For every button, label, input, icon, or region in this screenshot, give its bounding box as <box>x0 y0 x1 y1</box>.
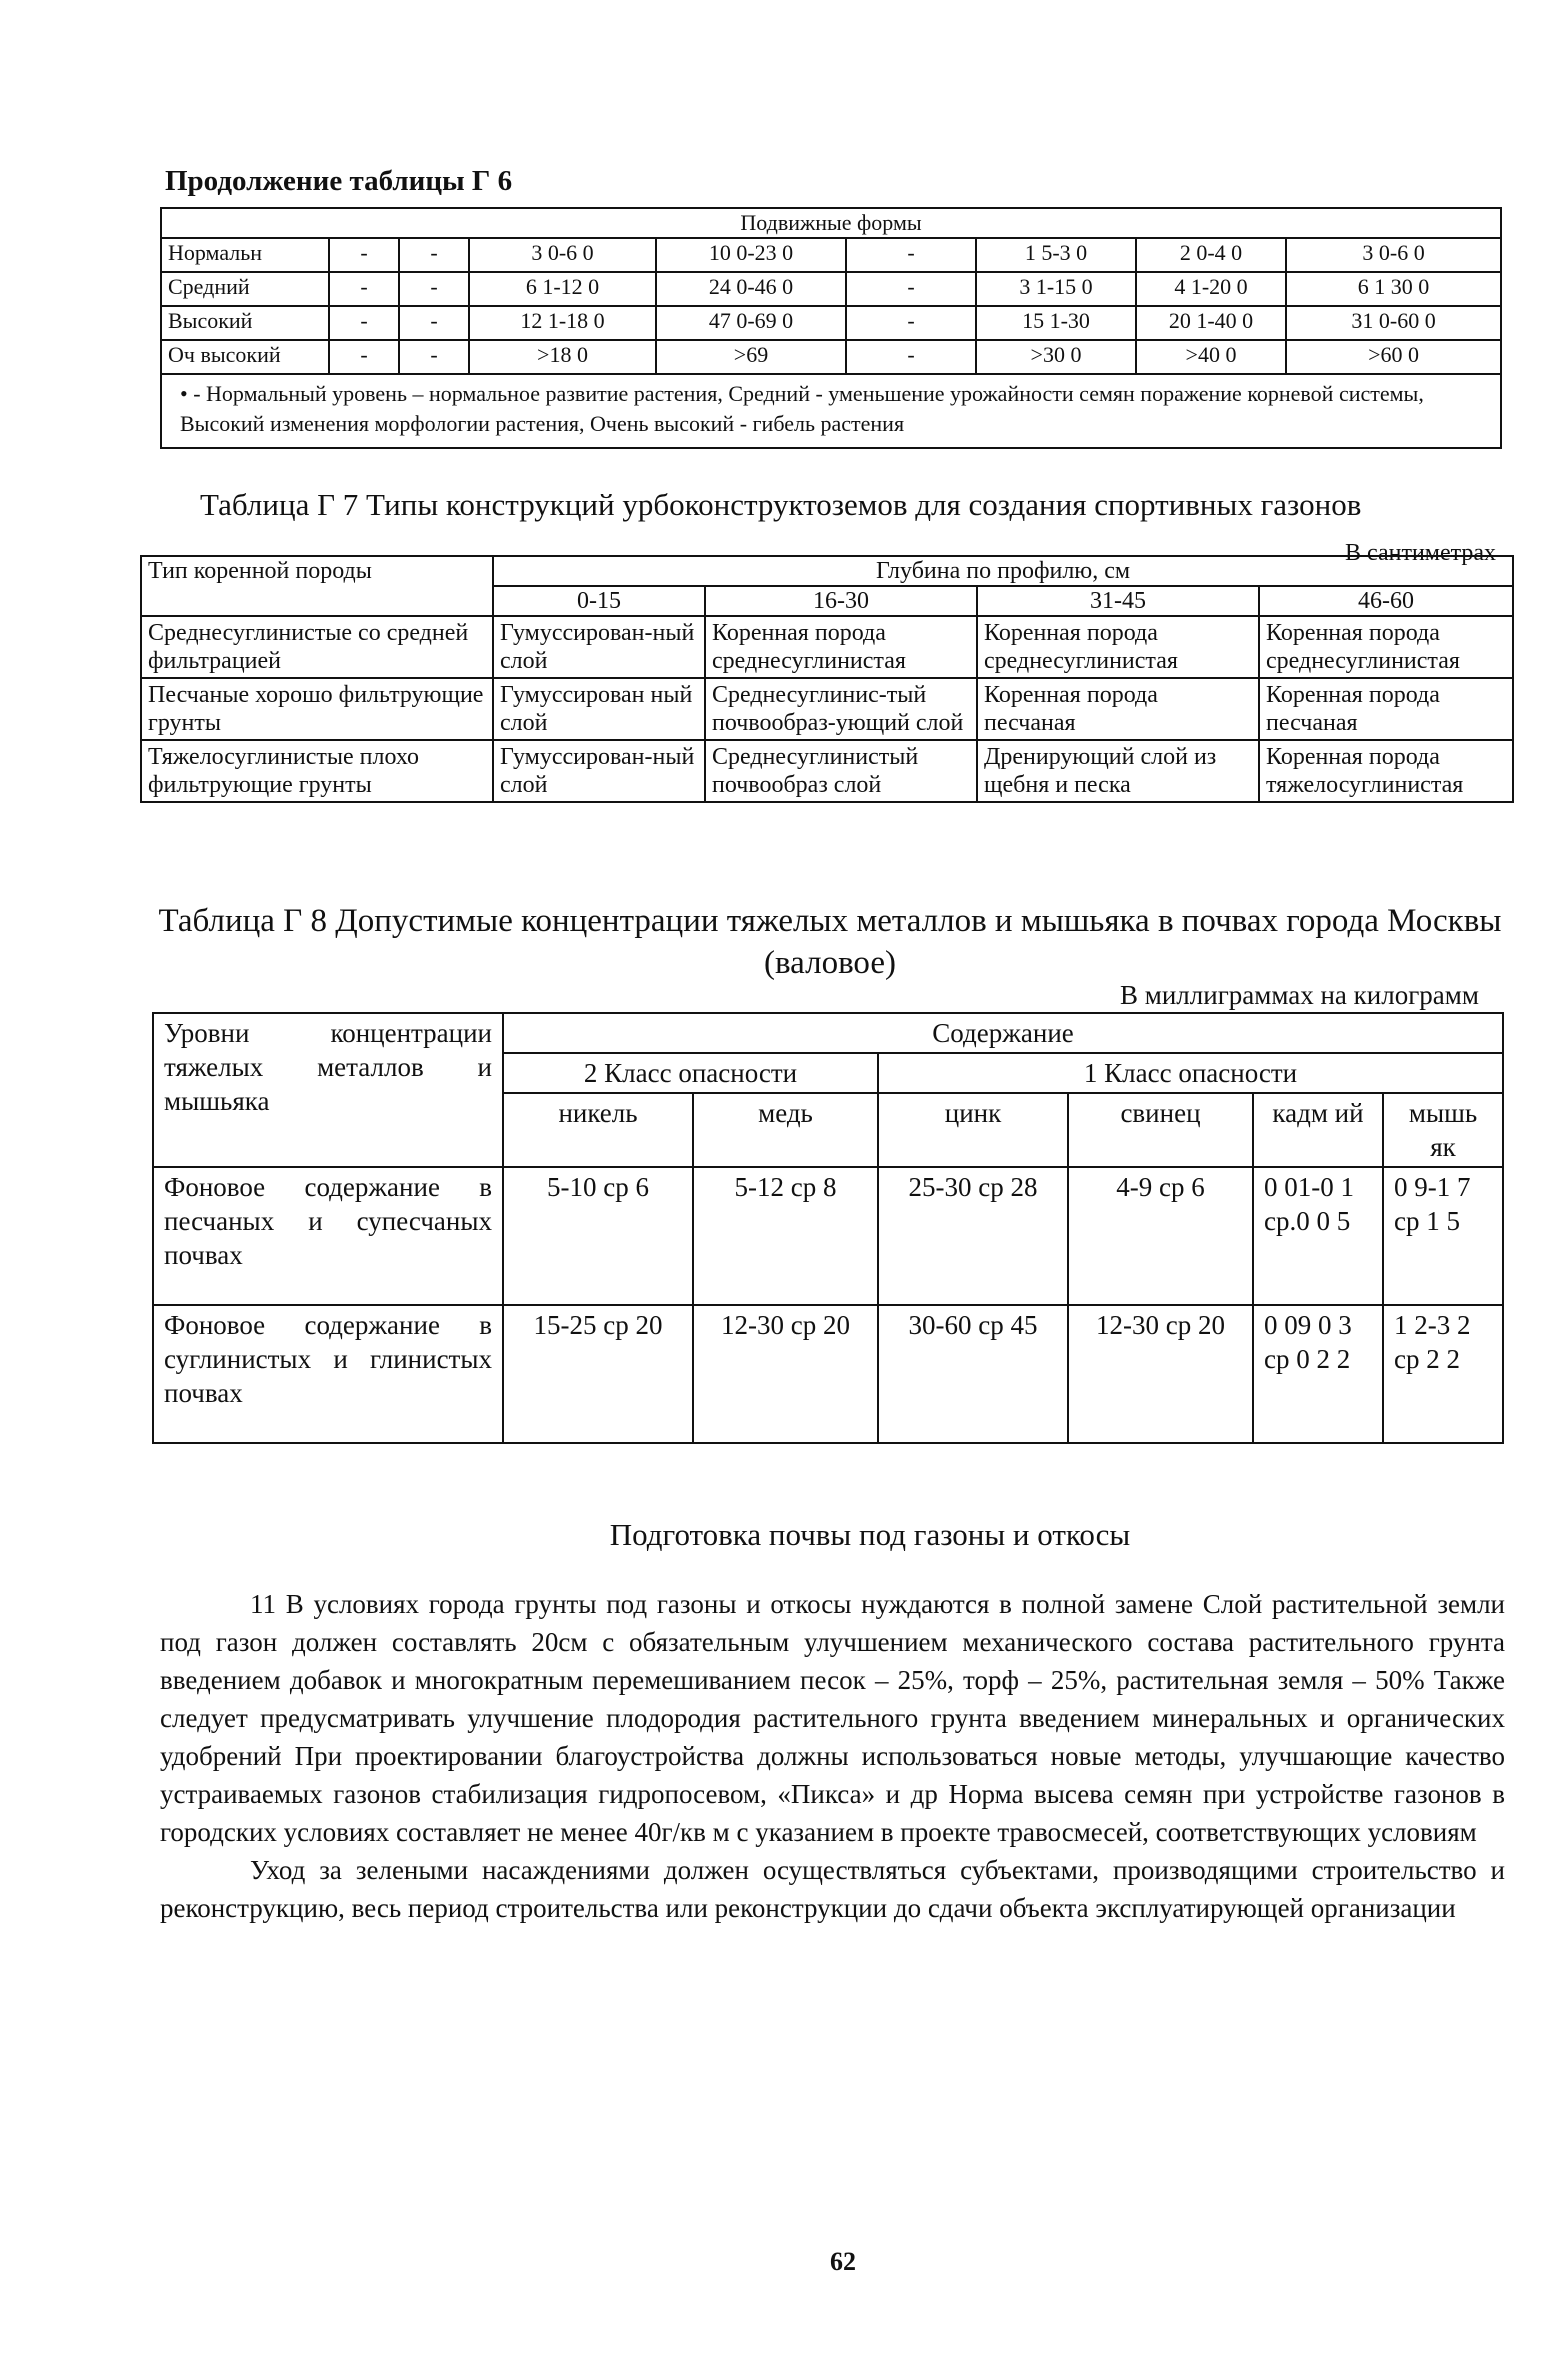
table-cell: 12-30 ср 20 <box>1068 1305 1253 1443</box>
table-row <box>153 1167 1503 1305</box>
table-cell: 12 1-18 0 <box>469 306 656 340</box>
table-cell: >60 0 <box>1286 340 1501 374</box>
page-number: 62 <box>830 2247 856 2276</box>
table-cell: 0 09 0 3 ср 0 2 2 <box>1253 1305 1383 1443</box>
table-cell: 1 2-3 2 ср 2 2 <box>1383 1305 1503 1443</box>
table-cell: - <box>399 238 469 272</box>
table-cell: 20 1-40 0 <box>1136 306 1286 340</box>
table-row <box>161 340 1501 374</box>
table-cell: - <box>329 306 399 340</box>
table-cell: - <box>329 272 399 306</box>
table-cell: Тяжелосуглинистые плохо фильтрующие грунты <box>141 740 493 802</box>
table-cell: >69 <box>656 340 846 374</box>
table-cell: Гумуссирован-ный слой <box>493 740 705 802</box>
table-cell: - <box>846 238 976 272</box>
table-cell: 6 1 30 0 <box>1286 272 1501 306</box>
table-cell: 30-60 ср 45 <box>878 1305 1068 1443</box>
table-cell: Коренная порода тяжелосуглинистая <box>1259 740 1513 802</box>
table-cell: 3 0-6 0 <box>1286 238 1501 272</box>
table8-element: никель <box>503 1093 693 1167</box>
table-cell: Коренная порода среднесуглинистая <box>1259 616 1513 678</box>
table8-title: Таблица Г 8 Допустимые концентрации тяжелых металлов и мышьяка в почвах города Москвы (валовое) <box>158 903 1502 981</box>
table-cell: Среднесуглинистый почвообраз слой <box>705 740 977 802</box>
table-row <box>141 740 1513 802</box>
table-cell: Среднесуглинистые со средней фильтрацией <box>141 616 493 678</box>
table-cell: Высокий <box>161 306 329 340</box>
table-cell: 24 0-46 0 <box>656 272 846 306</box>
table8 <box>152 1012 1504 1444</box>
table-cell: 4-9 ср 6 <box>1068 1167 1253 1305</box>
table8-class2: 2 Класс опасности <box>503 1053 878 1093</box>
table-cell: - <box>846 272 976 306</box>
table-cell: - <box>846 340 976 374</box>
table-cell: Среднесуглинис-тый почвообраз-ующий слой <box>705 678 977 740</box>
table-cell: Средний <box>161 272 329 306</box>
table-cell: - <box>399 272 469 306</box>
table-cell: Гумуссирован-ный слой <box>493 616 705 678</box>
table-cell: Фоновое содержание в песчаных и супесчаных почвах <box>153 1167 503 1305</box>
table-cell: 4 1-20 0 <box>1136 272 1286 306</box>
table8-unit: В миллиграммах на килограмм <box>1120 980 1479 1010</box>
table-cell: Песчаные хорошо фильтрующие грунты <box>141 678 493 740</box>
table-cell: - <box>399 306 469 340</box>
table-cell: 3 1-15 0 <box>976 272 1136 306</box>
table-cell: Гумуссирован ный слой <box>493 678 705 740</box>
table-cell: Дренирующий слой из щебня и песка <box>977 740 1259 802</box>
table7-depth-2: 31-45 <box>977 586 1259 616</box>
table8-element: цинк <box>878 1093 1068 1167</box>
table-row <box>141 616 1513 678</box>
table6-title: Продолжение таблицы Г 6 <box>165 165 513 197</box>
table-cell: Коренная порода песчаная <box>977 678 1259 740</box>
table-cell: 2 0-4 0 <box>1136 238 1286 272</box>
table6 <box>160 207 1502 449</box>
table7-title: Таблица Г 7 Типы конструкций урбоконструктоземов для создания спортивных газонов <box>200 487 1362 522</box>
table6-note: • - Нормальный уровень – нормальное развитие растения, Средний - уменьшение урожайности семян поражение корневой системы, Высокий изменения морфологии растения, Очень высокий - гибель растения <box>161 374 1501 448</box>
table-cell: 15 1-30 <box>976 306 1136 340</box>
table-cell: 10 0-23 0 <box>656 238 846 272</box>
table-cell: >18 0 <box>469 340 656 374</box>
table7-depth-0: 0-15 <box>493 586 705 616</box>
table8-class1: 1 Класс опасности <box>878 1053 1503 1093</box>
section-title: Подготовка почвы под газоны и откосы <box>609 1517 1131 1552</box>
table7-header-rock: Тип коренной породы <box>141 556 493 616</box>
table-cell: - <box>399 340 469 374</box>
table-cell: 15-25 ср 20 <box>503 1305 693 1443</box>
table-cell: 12-30 ср 20 <box>693 1305 878 1443</box>
table-cell: 0 9-1 7 ср 1 5 <box>1383 1167 1503 1305</box>
table-cell: 5-10 ср 6 <box>503 1167 693 1305</box>
table8-element: медь <box>693 1093 878 1167</box>
table7-unit: В сантиметрах <box>1345 540 1497 566</box>
table7-header-depth: Глубина по профилю, см <box>493 556 1513 586</box>
table-cell: 3 0-6 0 <box>469 238 656 272</box>
paragraph: Уход за зелеными насаждениями должен осуществляться субъектами, производящими строительство и реконструкцию, весь период строительства или реконструкции до сдачи объекта эксплуатирующей организации <box>160 1855 1505 1923</box>
table-cell: - <box>329 238 399 272</box>
table-cell: >40 0 <box>1136 340 1286 374</box>
table-cell: 1 5-3 0 <box>976 238 1136 272</box>
table8-element: кадм ий <box>1253 1093 1383 1167</box>
table-cell: 0 01-0 1 ср.0 0 5 <box>1253 1167 1383 1305</box>
table-cell: Коренная порода среднесуглинистая <box>977 616 1259 678</box>
table7-depth-3: 46-60 <box>1259 586 1513 616</box>
table-cell: Оч высокий <box>161 340 329 374</box>
table-cell: - <box>846 306 976 340</box>
table-cell: - <box>329 340 399 374</box>
table7-depth-1: 16-30 <box>705 586 977 616</box>
table8-element: свинец <box>1068 1093 1253 1167</box>
section-body <box>160 1585 1505 1927</box>
table-cell: Коренная порода среднесуглинистая <box>705 616 977 678</box>
table8-header-content: Содержание <box>503 1013 1503 1053</box>
table-cell: Коренная порода песчаная <box>1259 678 1513 740</box>
table-cell: 6 1-12 0 <box>469 272 656 306</box>
table6-subheader: Подвижные формы <box>161 208 1501 238</box>
table-cell: 5-12 ср 8 <box>693 1167 878 1305</box>
table-cell: 47 0-69 0 <box>656 306 846 340</box>
table-row <box>161 272 1501 306</box>
table8-header-level: Уровни концентрации тяжелых металлов и мышьяка <box>153 1013 503 1167</box>
table-cell: Фоновое содержание в суглинистых и глинистых почвах <box>153 1305 503 1443</box>
table-cell: 25-30 ср 28 <box>878 1167 1068 1305</box>
table-row <box>161 306 1501 340</box>
paragraph: 11 В условиях города грунты под газоны и откосы нуждаются в полной замене Слой растительной земли под газон должен составлять 20см с обязательным улучшением механического состава растительного грунта введением добавок и многократным перемешиванием песок – 25%, торф – 25%, растительная земля – 50% Также следует предусматривать улучшение плодородия растительного грунта введением минеральных и органических удобрений При проектировании благоустройства должны использоваться новые методы, улучшающие качество устраиваемых газонов стабилизация гидропосевом, «Пикса» и др Норма высева семян при устройстве газонов в городских условиях составляет не менее 40г/кв м с указанием в проекте травосмесей, соответствующих условиям <box>160 1589 1505 1847</box>
table-cell: >30 0 <box>976 340 1136 374</box>
table-cell: 31 0-60 0 <box>1286 306 1501 340</box>
table-row <box>153 1305 1503 1443</box>
table-row <box>141 678 1513 740</box>
table7 <box>140 555 1514 803</box>
table-row <box>161 238 1501 272</box>
table-cell: Нормальн <box>161 238 329 272</box>
table8-element: мышь як <box>1383 1093 1503 1167</box>
